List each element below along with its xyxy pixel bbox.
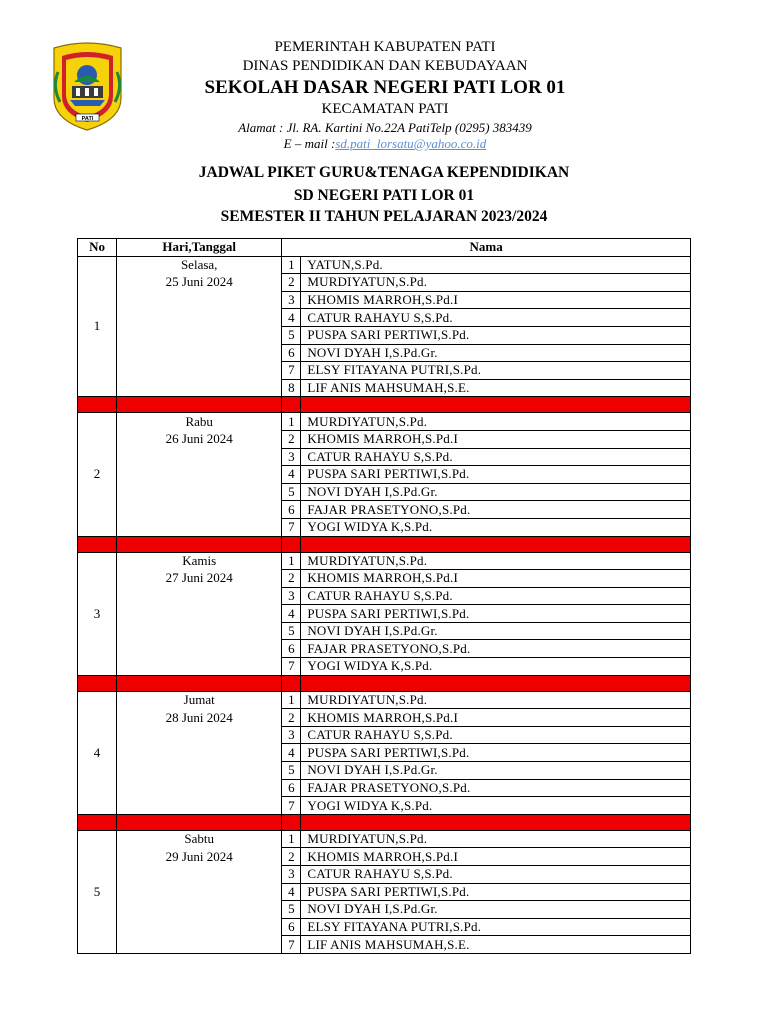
day-cell-empty [117,605,282,623]
day-date: 25 Juni 2024 [117,274,282,292]
separator-cell [282,536,301,552]
table-row [78,291,691,309]
table-row [78,309,691,327]
member-number: 1 [282,552,301,570]
table-row [78,883,691,901]
table-row [78,448,691,466]
day-cell-empty [117,918,282,936]
day-cell-empty [117,501,282,519]
table-row [78,466,691,484]
member-number: 6 [282,918,301,936]
table-row [78,344,691,362]
member-number: 5 [282,326,301,344]
day-cell-empty [117,658,282,676]
member-number: 7 [282,518,301,536]
member-number: 1 [282,413,301,431]
member-name: PUSPA SARI PERTIWI,S.Pd. [301,883,691,901]
member-name: KHOMIS MARROH,S.Pd.I [301,570,691,588]
day-name: Jumat [117,691,282,709]
separator-cell [301,675,691,691]
member-number: 2 [282,709,301,727]
day-cell-empty [117,448,282,466]
table-row [78,256,691,274]
document-subtitle-school: SD NEGERI PATI LOR 01 [293,187,475,204]
member-name: ELSY FITAYANA PUTRI,S.Pd. [301,918,691,936]
member-name: NOVI DYAH I,S.Pd.Gr. [301,622,691,640]
member-name: MURDIYATUN,S.Pd. [301,552,691,570]
table-row [78,379,691,397]
member-name: PUSPA SARI PERTIWI,S.Pd. [301,326,691,344]
day-name: Rabu [117,413,282,431]
day-date: 28 Juni 2024 [117,709,282,727]
separator-cell [117,536,282,552]
day-cell-empty [117,744,282,762]
table-row [78,274,691,292]
member-number: 2 [282,430,301,448]
separator-cell [117,814,282,830]
day-cell-empty [117,762,282,780]
member-name: NOVI DYAH I,S.Pd.Gr. [301,762,691,780]
member-number: 6 [282,779,301,797]
member-number: 1 [282,830,301,848]
day-cell-empty [117,379,282,397]
group-separator-row [78,536,691,552]
group-number: 3 [78,552,117,675]
school-address: Alamat : Jl. RA. Kartini No.22A PatiTelp (0295) 383439 [238,120,532,135]
table-row [78,658,691,676]
group-number: 2 [78,413,117,536]
header-name: Nama [282,239,691,257]
day-date: 27 Juni 2024 [117,570,282,588]
member-name: CATUR RAHAYU S,S.Pd. [301,448,691,466]
member-number: 1 [282,256,301,274]
member-name: YOGI WIDYA K,S.Pd. [301,797,691,815]
member-number: 3 [282,726,301,744]
member-name: CATUR RAHAYU S,S.Pd. [301,726,691,744]
member-number: 7 [282,362,301,380]
day-cell-empty [117,797,282,815]
table-row [78,430,691,448]
table-row [78,552,691,570]
member-number: 5 [282,483,301,501]
member-name: PUSPA SARI PERTIWI,S.Pd. [301,605,691,623]
day-cell-empty [117,726,282,744]
member-name: PUSPA SARI PERTIWI,S.Pd. [301,744,691,762]
table-row [78,762,691,780]
district-name: KECAMATAN PATI [321,101,449,117]
email-link[interactable]: sd.pati_lorsatu@yahoo.co.id [335,136,487,151]
header-day: Hari,Tanggal [117,239,282,257]
member-number: 7 [282,797,301,815]
member-name: CATUR RAHAYU S,S.Pd. [301,587,691,605]
member-name: KHOMIS MARROH,S.Pd.I [301,291,691,309]
group-separator-row [78,675,691,691]
pati-regency-logo-icon [50,42,125,132]
member-name: NOVI DYAH I,S.Pd.Gr. [301,483,691,501]
logo-caption: PATI [81,116,94,122]
day-date: 29 Juni 2024 [117,848,282,866]
member-number: 4 [282,744,301,762]
member-name: NOVI DYAH I,S.Pd.Gr. [301,901,691,919]
member-name: YOGI WIDYA K,S.Pd. [301,518,691,536]
table-row [78,901,691,919]
department-name: DINAS PENDIDIKAN DAN KEBUDAYAAN [242,58,528,74]
document-title: JADWAL PIKET GURU&TENAGA KEPENDIDIKAN [198,164,570,181]
member-name: MURDIYATUN,S.Pd. [301,274,691,292]
letterhead [0,0,768,150]
day-cell-empty [117,309,282,327]
member-number: 4 [282,883,301,901]
group-separator-row [78,397,691,413]
table-row [78,326,691,344]
table-row [78,936,691,954]
member-name: FAJAR PRASETYONO,S.Pd. [301,779,691,797]
member-number: 5 [282,901,301,919]
day-cell-empty [117,362,282,380]
separator-cell [78,675,117,691]
day-cell-empty [117,622,282,640]
member-name: YOGI WIDYA K,S.Pd. [301,658,691,676]
member-number: 1 [282,691,301,709]
group-separator-row [78,814,691,830]
table-row [78,622,691,640]
day-name: Sabtu [117,830,282,848]
member-number: 8 [282,379,301,397]
group-number: 1 [78,256,117,397]
day-cell-empty [117,779,282,797]
separator-cell [282,814,301,830]
table-header-row [78,239,691,257]
day-cell-empty [117,483,282,501]
member-number: 6 [282,501,301,519]
member-number: 5 [282,622,301,640]
member-name: LIF ANIS MAHSUMAH,S.E. [301,936,691,954]
member-name: FAJAR PRASETYONO,S.Pd. [301,501,691,519]
day-cell-empty [117,466,282,484]
table-row [78,848,691,866]
table-row [78,779,691,797]
day-name: Selasa, [117,256,282,274]
member-name: YATUN,S.Pd. [301,256,691,274]
member-number: 3 [282,291,301,309]
separator-cell [117,675,282,691]
member-name: NOVI DYAH I,S.Pd.Gr. [301,344,691,362]
member-name: MURDIYATUN,S.Pd. [301,691,691,709]
member-number: 6 [282,640,301,658]
email-line [130,136,640,151]
member-number: 3 [282,866,301,884]
separator-cell [78,536,117,552]
table-row [78,744,691,762]
day-date: 26 Juni 2024 [117,430,282,448]
day-cell-empty [117,291,282,309]
member-number: 2 [282,848,301,866]
day-name: Kamis [117,552,282,570]
day-cell-empty [117,587,282,605]
day-cell-empty [117,866,282,884]
table-row [78,918,691,936]
member-name: PUSPA SARI PERTIWI,S.Pd. [301,466,691,484]
member-number: 3 [282,448,301,466]
table-row [78,501,691,519]
day-cell-empty [117,883,282,901]
member-name: LIF ANIS MAHSUMAH,S.E. [301,379,691,397]
table-row [78,726,691,744]
member-name: CATUR RAHAYU S,S.Pd. [301,866,691,884]
table-body [78,256,691,953]
separator-cell [301,397,691,413]
member-number: 2 [282,274,301,292]
member-number: 5 [282,762,301,780]
document-subtitle-semester: SEMESTER II TAHUN PELAJARAN 2023/2024 [220,208,548,225]
member-name: KHOMIS MARROH,S.Pd.I [301,848,691,866]
table-row [78,797,691,815]
day-cell-empty [117,326,282,344]
day-cell-empty [117,640,282,658]
government-name: PEMERINTAH KABUPATEN PATI [274,39,496,55]
day-cell-empty [117,901,282,919]
header-no: No [78,239,117,257]
member-number: 6 [282,344,301,362]
member-number: 4 [282,466,301,484]
day-cell-empty [117,936,282,954]
member-number: 3 [282,587,301,605]
email-label: E – mail : [283,136,336,151]
member-name: KHOMIS MARROH,S.Pd.I [301,430,691,448]
separator-cell [78,814,117,830]
table-row [78,830,691,848]
separator-cell [282,675,301,691]
table-row [78,362,691,380]
member-number: 4 [282,309,301,327]
group-number: 4 [78,691,117,814]
group-number: 5 [78,830,117,953]
day-cell-empty [117,518,282,536]
member-name: MURDIYATUN,S.Pd. [301,830,691,848]
table-row [78,866,691,884]
member-number: 2 [282,570,301,588]
table-row [78,587,691,605]
separator-cell [117,397,282,413]
member-name: KHOMIS MARROH,S.Pd.I [301,709,691,727]
table-row [78,640,691,658]
table-row [78,483,691,501]
table-row [78,605,691,623]
school-name: SEKOLAH DASAR NEGERI PATI LOR 01 [204,77,566,98]
day-cell-empty [117,344,282,362]
separator-cell [301,814,691,830]
member-name: MURDIYATUN,S.Pd. [301,413,691,431]
duty-schedule-table [77,238,691,954]
separator-cell [78,397,117,413]
table-row [78,691,691,709]
member-number: 7 [282,658,301,676]
letterhead-text [130,38,640,151]
table-row [78,570,691,588]
separator-cell [282,397,301,413]
member-name: FAJAR PRASETYONO,S.Pd. [301,640,691,658]
member-number: 4 [282,605,301,623]
separator-cell [301,536,691,552]
member-name: CATUR RAHAYU S,S.Pd. [301,309,691,327]
table-row [78,709,691,727]
member-name: ELSY FITAYANA PUTRI,S.Pd. [301,362,691,380]
table-row [78,413,691,431]
member-number: 7 [282,936,301,954]
table-row [78,518,691,536]
